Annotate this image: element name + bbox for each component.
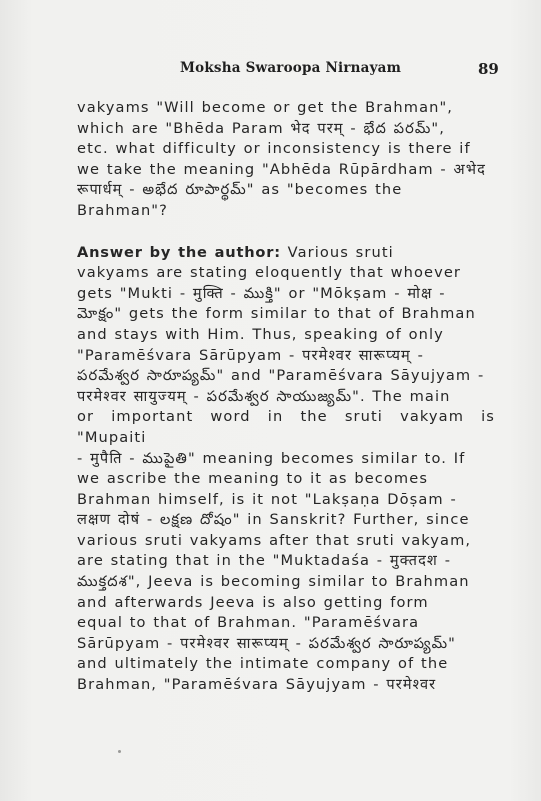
answer-label: Answer by the author: bbox=[77, 243, 281, 261]
answer-paragraph bbox=[77, 243, 495, 696]
page-number: 89 bbox=[478, 60, 499, 78]
ink-speck bbox=[118, 750, 121, 753]
body-text bbox=[77, 98, 495, 696]
running-header bbox=[0, 60, 541, 82]
question-paragraph: vakyams "Will become or get the Brahman", which are "Bhēda Param भेद परम् - భేద పరమ్", etc. what difficulty or inconsistency is there if we take the meaning "Abhēda Rūpārdham - अभेद रूपार्धम् - అభేద రూపార్థమ్" as "becomes the Brahman"? bbox=[77, 99, 486, 219]
running-header-title: Moksha Swaroopa Nirnayam bbox=[180, 60, 402, 76]
answer-text: Various sruti vakyams are stating eloquently that whoever gets "Mukti - मुक्ति - ముక్తి" or "Mōkṣam - मोक्ष - మోక్షం" gets the form similar to that of Brahman and stays with Him. Thus, speaking of only "Paramēśvara Sārūpyam - परमेश्वर सारूप्यम् - పరమేశ్వర సారూప్యమ్" and "Paramēśvara Sāyujyam - परमेश्वर सायुज्यम् - పరమేశ్వర సాయుజ్యమ్". The main or important word in the sruti vakyam is "Mupaiti - मुपैति - ముపైతి" meaning becomes similar to. If we ascribe the meaning to it as becomes Brahman himself, is it not "Lakṣaṇa Dōṣam - लक्षण दोषं - లక్షణ దోషం" in Sanskrit? Further, since various sruti vakyams after that sruti vakyam, are stating that in the "Muktadaśa - मुक्तदश - ముక్తదశ", Jeeva is becoming similar to Brahman and afterwards Jeeva is also getting form equal to that of Brahman. "Paramēśvara Sārūpyam - परमेश्वर सारूप्यम् - పరమేశ్వర సారూప్యమ్" and ultimately the intimate company of the Brahman, "Paramēśvara Sāyujyam - परमेश्वर bbox=[77, 243, 495, 694]
